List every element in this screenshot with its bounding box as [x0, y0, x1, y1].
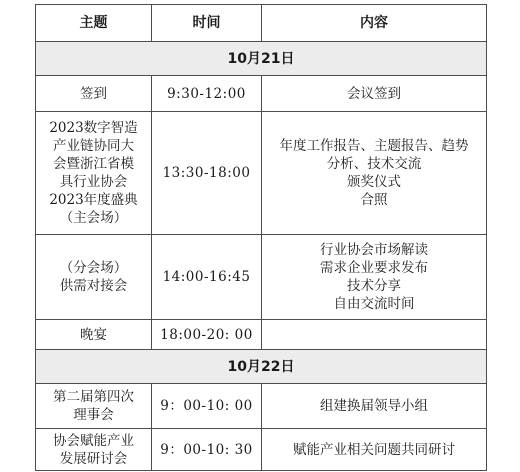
header-topic: 主题 [36, 5, 152, 42]
content-line: 合照 [360, 192, 388, 208]
topic-cell [36, 384, 152, 429]
topic-line: 2023年度盛典 [49, 192, 138, 208]
content-line: 分析、技术交流 [326, 156, 422, 172]
table-row [36, 235, 487, 320]
topic-line: 供需对接会 [59, 278, 128, 294]
date-label-day1: 10月21日 [36, 42, 487, 76]
topic-line: （主会场） [59, 210, 128, 226]
header-time: 时间 [152, 5, 262, 42]
topic-cell: 签到 [36, 76, 152, 112]
time-cell: 9：00-10: 30 [152, 429, 262, 471]
topic-line: 第二届第四次 [53, 389, 134, 405]
topic-cell [36, 429, 152, 471]
content-line: 自由交流时间 [333, 296, 415, 312]
topic-line: 具行业协会 [59, 174, 128, 190]
topic-line: 2023数字智造 [49, 120, 138, 136]
header-content: 内容 [262, 5, 487, 42]
table-row [36, 384, 487, 429]
topic-line: 协会赋能产业 [53, 432, 134, 449]
time-cell: 9：00-10: 00 [152, 384, 262, 429]
content-cell [262, 235, 487, 320]
content-cell: 会议签到 [262, 76, 487, 112]
content-line: 需求企业要求发布 [320, 260, 428, 276]
topic-cell: 晚宴 [36, 320, 152, 350]
topic-line: 会暨浙江省模 [53, 156, 134, 172]
content-line: 年度工作报告、主题报告、趋势 [279, 138, 469, 154]
content-line: 颁奖仪式 [347, 174, 401, 190]
date-row-day1 [36, 42, 487, 76]
content-cell [262, 112, 487, 235]
content-cell: 赋能产业相关问题共同研讨 [262, 429, 487, 471]
header-row [36, 5, 487, 42]
topic-cell [36, 112, 152, 235]
date-row-day2 [36, 350, 487, 384]
content-line: 技术分享 [347, 278, 401, 294]
time-cell: 13:30-18:00 [152, 112, 262, 235]
content-cell: 组建换届领导小组 [262, 384, 487, 429]
table-row [36, 76, 487, 112]
schedule-table [35, 4, 487, 471]
content-cell [262, 320, 487, 350]
content-line: 行业协会市场解读 [320, 242, 428, 258]
table-row [36, 112, 487, 235]
topic-line: （分会场） [59, 260, 128, 276]
topic-line: 发展研讨会 [59, 450, 128, 467]
table-row [36, 429, 487, 471]
time-cell: 14:00-16:45 [152, 235, 262, 320]
time-cell: 18:00-20: 00 [152, 320, 262, 350]
topic-line: 理事会 [73, 407, 114, 423]
date-label-day2: 10月22日 [36, 350, 487, 384]
time-cell: 9:30-12:00 [152, 76, 262, 112]
topic-line: 产业链协同大 [53, 138, 134, 154]
topic-cell [36, 235, 152, 320]
table-row [36, 320, 487, 350]
